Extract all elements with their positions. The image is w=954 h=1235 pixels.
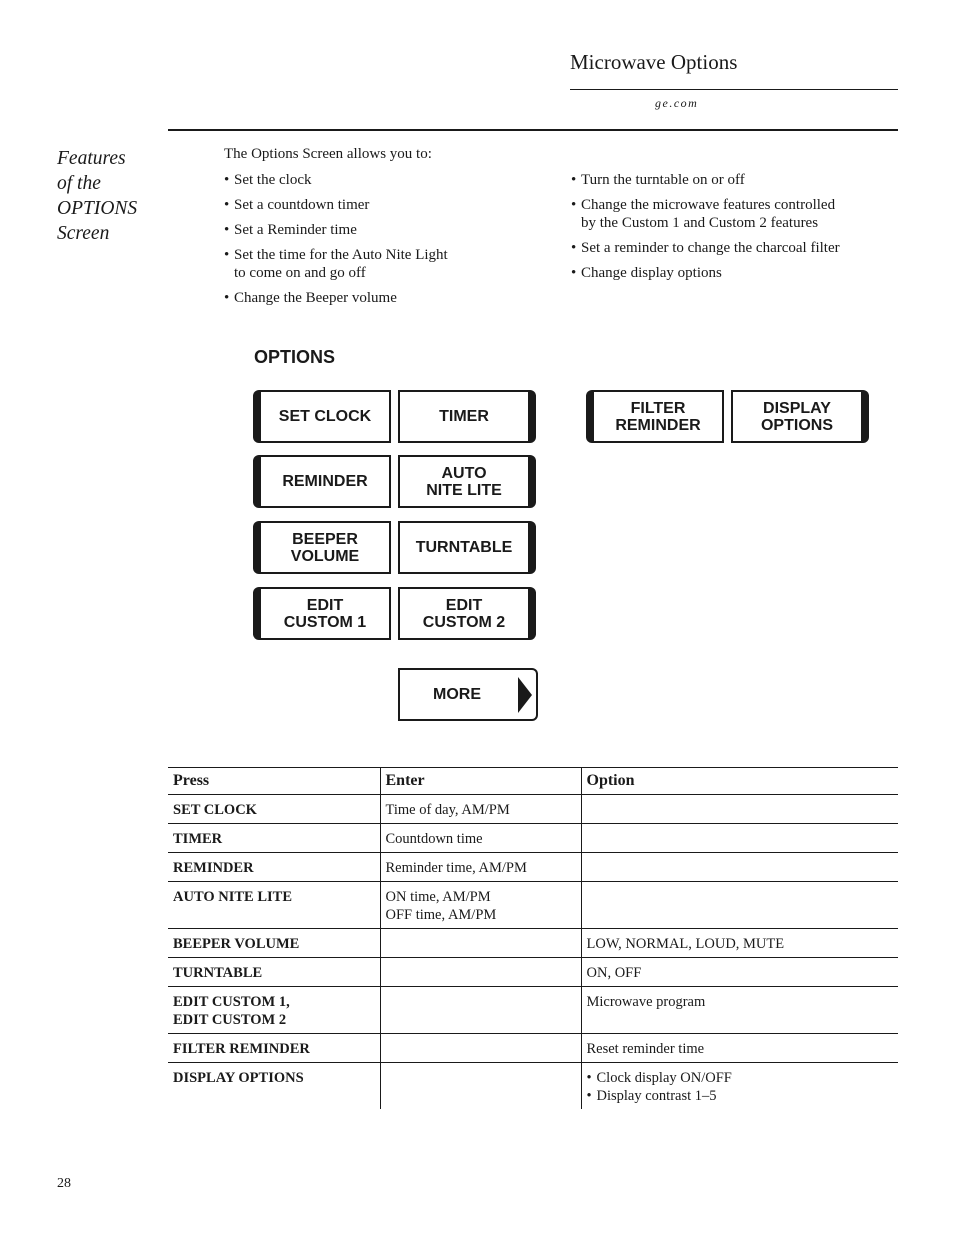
press-text: EDIT CUSTOM 2 xyxy=(173,1012,287,1028)
press-cell xyxy=(168,853,380,882)
page-number: 28 xyxy=(57,1176,71,1191)
enter-text: Countdown time xyxy=(385,831,483,847)
press-text: AUTO NITE LITE xyxy=(173,889,292,905)
button-label-line: AUTO xyxy=(441,464,487,482)
edit-custom-2-key[interactable] xyxy=(398,587,536,640)
list-item-line: • Turn the turntable on or off xyxy=(581,172,745,188)
press-text: BEEPER VOLUME xyxy=(173,936,300,952)
option-text: • Display contrast 1–5 xyxy=(587,1087,894,1105)
button-label-line: SET CLOCK xyxy=(278,408,372,425)
enter-cell xyxy=(380,853,581,882)
button-label xyxy=(423,597,505,631)
table-row xyxy=(168,1034,898,1063)
list-item xyxy=(224,289,524,307)
column-header-option: Option xyxy=(581,768,898,795)
edit-custom-1-key[interactable] xyxy=(253,587,391,640)
table-row xyxy=(168,795,898,824)
table-row xyxy=(168,958,898,987)
press-text: EDIT CUSTOM 1, xyxy=(173,994,290,1010)
website-url: ge.com xyxy=(655,96,699,110)
list-item-line: • Change the microwave features controlled xyxy=(581,197,836,213)
button-label-line: OPTIONS xyxy=(760,416,833,434)
list-item-line: • Set a countdown timer xyxy=(234,197,370,213)
press-cell xyxy=(168,882,380,929)
button-label-line: DISPLAY xyxy=(763,399,831,417)
button-label-line: NITE LITE xyxy=(426,481,502,499)
list-item xyxy=(571,196,901,232)
enter-text: Time of day, AM/PM xyxy=(385,802,510,818)
option-cell xyxy=(581,929,898,958)
press-cell xyxy=(168,1063,380,1110)
arrow-right-icon xyxy=(514,668,538,721)
display-options-key[interactable] xyxy=(731,390,869,443)
heading-line: Screen xyxy=(57,223,110,244)
option-cell xyxy=(581,882,898,929)
button-label xyxy=(282,473,367,490)
press-cell xyxy=(168,929,380,958)
list-item-line: to come on and go off xyxy=(234,265,366,281)
press-text: TURNTABLE xyxy=(173,965,263,981)
set-clock-key[interactable] xyxy=(253,390,391,443)
list-item-line: • Set a Reminder time xyxy=(234,222,357,238)
press-cell xyxy=(168,1034,380,1063)
option-text: LOW, NORMAL, LOUD, MUTE xyxy=(586,936,785,952)
option-cell xyxy=(581,1063,898,1110)
list-item xyxy=(571,171,901,189)
button-label-line: CUSTOM 2 xyxy=(422,613,506,631)
list-item-line: • Change display options xyxy=(581,265,722,281)
press-cell xyxy=(168,987,380,1034)
table-row xyxy=(168,882,898,929)
option-text: Microwave program xyxy=(586,994,706,1010)
list-item xyxy=(571,239,901,257)
options-reference-table xyxy=(168,767,898,1109)
table-row xyxy=(168,987,898,1034)
more-key[interactable] xyxy=(398,668,538,721)
option-cell xyxy=(581,1034,898,1063)
option-cell xyxy=(581,795,898,824)
button-label xyxy=(615,400,700,434)
button-label xyxy=(426,465,502,499)
press-text: SET CLOCK xyxy=(173,802,257,818)
beeper-volume-key[interactable] xyxy=(253,521,391,574)
button-label xyxy=(761,400,833,434)
filter-reminder-key[interactable] xyxy=(586,390,724,443)
bullet-list-right xyxy=(571,171,901,289)
enter-cell xyxy=(380,882,581,929)
list-item-line: • Set the time for the Auto Nite Light xyxy=(234,247,448,263)
option-text: ON, OFF xyxy=(586,965,642,981)
button-label-line: FILTER xyxy=(630,399,686,417)
auto-nite-lite-key[interactable] xyxy=(398,455,536,508)
bullet-list-left xyxy=(224,171,524,314)
column-header-enter: Enter xyxy=(380,768,581,795)
button-label-line: EDIT xyxy=(445,596,483,614)
press-text: TIMER xyxy=(173,831,223,847)
enter-cell xyxy=(380,987,581,1034)
list-item xyxy=(224,221,524,239)
table-row xyxy=(168,853,898,882)
button-label xyxy=(433,686,481,703)
list-item-line: • Set the clock xyxy=(234,172,312,188)
option-text: • Clock display ON/OFF xyxy=(587,1069,894,1087)
timer-key[interactable] xyxy=(398,390,536,443)
table-body xyxy=(168,795,898,1110)
button-label xyxy=(291,531,359,565)
button-label-line: TIMER xyxy=(439,408,489,425)
heading-line: Features xyxy=(57,148,126,169)
table-header-row xyxy=(168,768,898,795)
table-row xyxy=(168,824,898,853)
column-header-press: Press xyxy=(168,768,380,795)
button-label-line: BEEPER xyxy=(292,530,358,548)
table-row xyxy=(168,929,898,958)
heading-line: OPTIONS xyxy=(57,198,138,219)
header-rule xyxy=(570,89,898,90)
list-item xyxy=(224,246,524,282)
option-cell xyxy=(581,853,898,882)
enter-cell xyxy=(380,795,581,824)
list-item xyxy=(224,171,524,189)
button-label-line: VOLUME xyxy=(290,547,360,565)
button-label-line: REMINDER xyxy=(282,473,368,490)
option-text: Reset reminder time xyxy=(586,1041,705,1057)
turntable-key[interactable] xyxy=(398,521,536,574)
heading-line: of the xyxy=(57,173,101,194)
press-cell xyxy=(168,958,380,987)
button-label-line: REMINDER xyxy=(615,416,701,434)
section-title: Microwave Options xyxy=(570,50,738,74)
list-item-line: • Change the Beeper volume xyxy=(234,290,397,306)
enter-text: OFF time, AM/PM xyxy=(385,907,497,923)
button-label xyxy=(284,597,366,631)
enter-cell xyxy=(380,958,581,987)
option-cell xyxy=(581,824,898,853)
enter-text: Reminder time, AM/PM xyxy=(385,860,527,876)
intro-text: The Options Screen allows you to: xyxy=(224,146,432,162)
list-item xyxy=(571,264,901,282)
list-item-line: by the Custom 1 and Custom 2 features xyxy=(581,215,819,231)
press-cell xyxy=(168,795,380,824)
press-text: FILTER REMINDER xyxy=(173,1041,310,1057)
press-cell xyxy=(168,824,380,853)
button-label xyxy=(439,408,489,425)
options-screen-heading: OPTIONS xyxy=(254,347,336,367)
button-label xyxy=(416,539,513,556)
enter-cell xyxy=(380,929,581,958)
section-divider xyxy=(168,129,898,131)
press-text: REMINDER xyxy=(173,860,254,876)
reminder-key[interactable] xyxy=(253,455,391,508)
button-label-line: MORE xyxy=(433,686,481,703)
table-row xyxy=(168,1063,898,1110)
option-cell xyxy=(581,958,898,987)
enter-cell xyxy=(380,824,581,853)
button-label-line: TURNTABLE xyxy=(415,539,513,556)
list-item xyxy=(224,196,524,214)
button-label-line: EDIT xyxy=(306,596,344,614)
arrow-right-icon xyxy=(516,675,534,715)
button-label-line: CUSTOM 1 xyxy=(283,613,367,631)
features-heading xyxy=(57,146,167,246)
button-label xyxy=(279,408,371,425)
press-text: DISPLAY OPTIONS xyxy=(173,1070,304,1086)
enter-cell xyxy=(380,1063,581,1110)
option-cell xyxy=(581,987,898,1034)
enter-text: ON time, AM/PM xyxy=(385,889,491,905)
list-item-line: • Set a reminder to change the charcoal filter xyxy=(581,240,840,256)
enter-cell xyxy=(380,1034,581,1063)
